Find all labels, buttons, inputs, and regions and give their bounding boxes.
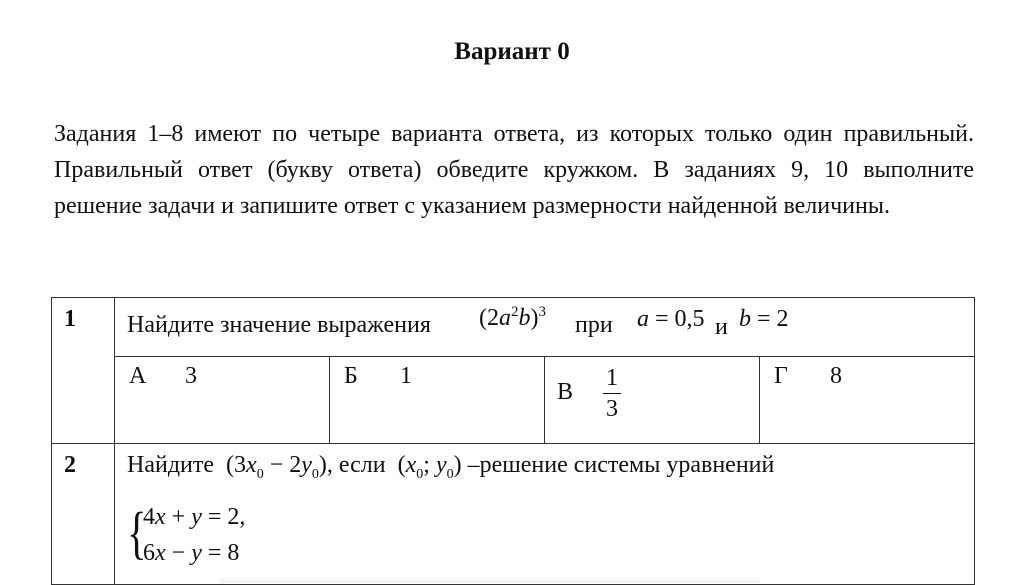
option-letter: Г xyxy=(774,363,788,389)
option-letter: Б xyxy=(344,363,358,389)
option-fraction xyxy=(603,365,621,422)
answer-option-v[interactable] xyxy=(545,357,760,444)
option-letter: А xyxy=(129,363,147,389)
answer-option-b[interactable] xyxy=(330,357,545,444)
task-question xyxy=(115,298,975,357)
answer-option-g[interactable] xyxy=(760,357,975,444)
option-value: 3 xyxy=(185,363,197,389)
equation-1: 4x + y = 2, xyxy=(143,504,246,530)
rest-text: –решение системы уравнений xyxy=(467,452,775,478)
find-text: Найдите xyxy=(127,452,215,478)
question-text-pri: при xyxy=(575,312,613,338)
task-question xyxy=(115,444,975,585)
fraction-denominator: 3 xyxy=(606,396,618,422)
option-letter: В xyxy=(557,379,574,405)
answer-option-a[interactable] xyxy=(115,357,330,444)
question-text: Найдите $(3x_0 - 2y_0)$, если ($x_0$; $y_0$) –решение системы уравнений xyxy=(127,452,775,482)
option-value: 1 xyxy=(400,363,412,389)
expression: $(2a^2b)^3$ xyxy=(479,304,546,331)
a-value: a = 0,5 xyxy=(637,306,705,332)
fraction-numerator: 1 xyxy=(606,365,618,391)
task-number: 1 xyxy=(52,298,115,444)
brace-icon: { xyxy=(127,500,147,565)
equation-2: 6x − y = 8 xyxy=(143,540,240,566)
tasks-table xyxy=(51,297,975,585)
question-text: Найдите значение выражения xyxy=(127,312,431,338)
scroll-shadow xyxy=(220,576,760,583)
option-value: 8 xyxy=(830,363,842,389)
instructions-text: Задания 1–8 имеют по четыре варианта ответа, из которых только один правильный. Правильный ответ (букву ответа) обведите кружком. В заданиях 9, 10 выполните решение задачи и запишите ответ с указанием размерности найденной величины. xyxy=(54,121,974,219)
page-title: Вариант 0 xyxy=(454,38,570,65)
if-text: , если xyxy=(326,452,386,478)
b-value: b = 2 xyxy=(739,306,789,332)
conjunction: и xyxy=(715,314,728,340)
task-number: 2 xyxy=(52,444,115,585)
